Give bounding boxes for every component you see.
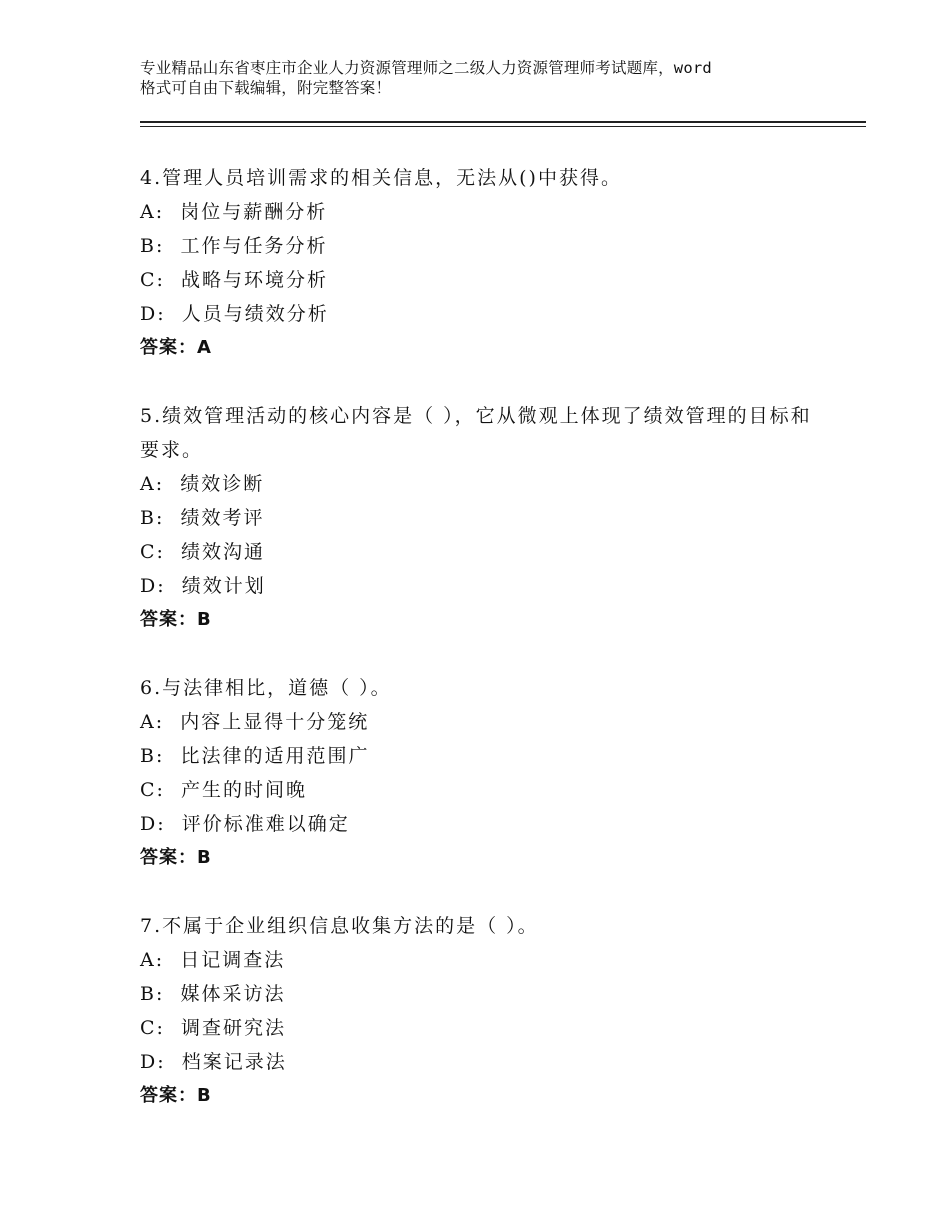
option-a: A: 内容上显得十分笼统 (140, 711, 370, 733)
document-header (140, 58, 840, 98)
option-b: B: 工作与任务分析 (140, 235, 328, 257)
answer-label: 答案：A (140, 337, 212, 358)
question-stem: 5.绩效管理活动的核心内容是（ ），它从微观上体现了绩效管理的目标和要求。 (140, 405, 812, 461)
question-7 (140, 909, 840, 1113)
header-rule-thick (140, 121, 866, 123)
option-b: B: 比法律的适用范围广 (140, 745, 370, 767)
option-a: A: 绩效诊断 (140, 473, 265, 495)
option-d: D: 档案记录法 (140, 1051, 287, 1073)
option-c: C: 调查研究法 (140, 1017, 287, 1039)
header-line-1: 专业精品山东省枣庄市企业人力资源管理师之二级人力资源管理师考试题库，word (140, 59, 712, 77)
question-4 (140, 161, 840, 365)
option-d: D: 绩效计划 (140, 575, 266, 597)
answer-label: 答案：B (140, 847, 212, 868)
option-c: C: 战略与环境分析 (140, 269, 329, 291)
option-d: D: 人员与绩效分析 (140, 303, 329, 325)
question-stem: 6.与法律相比，道德（ ）。 (140, 677, 392, 699)
question-stem: 7.不属于企业组织信息收集方法的是（ ）。 (140, 915, 539, 937)
option-d: D: 评价标准难以确定 (140, 813, 350, 835)
question-stem: 4.管理人员培训需求的相关信息，无法从()中获得。 (140, 167, 622, 189)
answer-label: 答案：B (140, 609, 212, 630)
option-a: A: 岗位与薪酬分析 (140, 201, 328, 223)
option-b: B: 媒体采访法 (140, 983, 286, 1005)
answer-label: 答案：B (140, 1085, 212, 1106)
question-6 (140, 671, 840, 875)
option-a: A: 日记调查法 (140, 949, 286, 971)
option-c: C: 产生的时间晚 (140, 779, 308, 801)
option-c: C: 绩效沟通 (140, 541, 266, 563)
question-list (140, 161, 840, 1147)
header-line-2: 格式可自由下载编辑，附完整答案！ (140, 79, 392, 97)
question-5 (140, 399, 840, 637)
header-rule-thin (140, 126, 866, 127)
option-b: B: 绩效考评 (140, 507, 265, 529)
